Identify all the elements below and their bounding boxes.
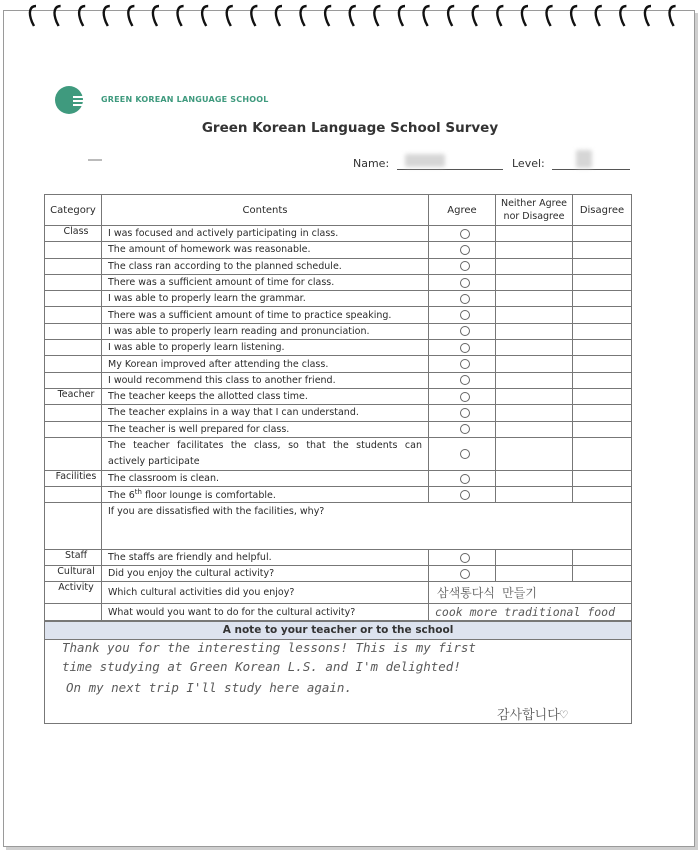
binding-ring	[104, 6, 110, 26]
staff-row: The staffs are friendly and helpful.	[102, 550, 429, 566]
category-staff: Staff	[45, 550, 102, 566]
binding-ring	[325, 6, 331, 26]
agree-cell[interactable]	[429, 405, 496, 421]
disagree-cell[interactable]	[573, 487, 632, 503]
survey-statement: The teacher explains in a way that I can understand.	[102, 405, 429, 421]
circle-mark	[460, 310, 470, 320]
neither-cell[interactable]	[496, 242, 573, 258]
agree-cell[interactable]	[429, 487, 496, 503]
category-class: Class	[45, 226, 102, 242]
binding-ring	[276, 6, 282, 26]
table-row	[45, 388, 632, 404]
logo-text: GREEN KOREAN LANGUAGE SCHOOL	[101, 95, 269, 104]
header-agree: Agree	[429, 195, 496, 226]
agree-cell[interactable]	[429, 340, 496, 356]
disagree-cell[interactable]	[573, 258, 632, 274]
header-contents: Contents	[102, 195, 429, 226]
survey-statement: There was a sufficient amount of time to practice speaking.	[102, 307, 429, 323]
table-row	[45, 421, 632, 437]
category-cell	[45, 291, 102, 307]
table-row	[45, 566, 632, 582]
agree-cell[interactable]	[429, 388, 496, 404]
disagree-cell[interactable]	[573, 470, 632, 486]
agree-cell[interactable]	[429, 242, 496, 258]
category-cell	[45, 258, 102, 274]
spiral-binding	[0, 0, 700, 30]
category-cell	[45, 372, 102, 388]
category-cultural: Cultural	[45, 566, 102, 582]
binding-ring	[596, 6, 602, 26]
binding-ring	[670, 6, 676, 26]
survey-statement: I was able to properly learn listening.	[102, 340, 429, 356]
disagree-cell[interactable]	[573, 340, 632, 356]
table-row	[45, 372, 632, 388]
binding-ring	[301, 6, 307, 26]
table-row	[45, 437, 632, 470]
disagree-cell[interactable]	[573, 372, 632, 388]
neither-cell[interactable]	[496, 470, 573, 486]
disagree-cell[interactable]	[573, 242, 632, 258]
binding-ring	[547, 6, 553, 26]
logo-stripe	[73, 96, 93, 98]
category-cell	[45, 307, 102, 323]
binding-ring	[30, 6, 36, 26]
binding-ring	[79, 6, 85, 26]
circle-mark	[460, 278, 470, 288]
note-line-3: On my next trip I'll study here again.	[66, 680, 352, 695]
category-teacher: Teacher	[45, 388, 102, 404]
circle-mark	[460, 408, 470, 418]
binding-ring	[128, 6, 134, 26]
agree-cell[interactable]	[429, 323, 496, 339]
level-underline	[552, 158, 630, 170]
binding-ring	[448, 6, 454, 26]
table-row	[45, 604, 632, 621]
binding-ring	[374, 6, 380, 26]
table-row	[45, 582, 632, 604]
neither-cell[interactable]	[496, 340, 573, 356]
circle-mark	[460, 375, 470, 385]
agree-cell[interactable]	[429, 226, 496, 242]
table-row	[45, 242, 632, 258]
neither-cell[interactable]	[496, 566, 573, 582]
table-row	[45, 307, 632, 323]
category-activity: Activity	[45, 582, 102, 604]
binding-ring	[399, 6, 405, 26]
survey-statement: There was a sufficient amount of time for class.	[102, 274, 429, 290]
disagree-cell[interactable]	[573, 437, 632, 470]
survey-statement: My Korean improved after attending the class.	[102, 356, 429, 372]
redacted-name	[405, 154, 445, 167]
survey-statement: The classroom is clean.	[102, 470, 429, 486]
cultural-want-answer[interactable]: cook more traditional food	[429, 604, 632, 621]
table-row	[45, 487, 632, 503]
redacted-level	[576, 150, 592, 168]
neither-cell[interactable]	[496, 291, 573, 307]
circle-mark	[460, 449, 470, 459]
agree-cell[interactable]	[429, 470, 496, 486]
binding-ring	[522, 6, 528, 26]
cultural-section	[45, 566, 632, 621]
facilities-section	[45, 470, 632, 550]
disagree-cell[interactable]	[573, 388, 632, 404]
agree-cell[interactable]	[429, 291, 496, 307]
teacher-section	[45, 388, 632, 470]
category-cell	[45, 405, 102, 421]
binding-ring	[473, 6, 479, 26]
table-row	[45, 291, 632, 307]
class-section	[45, 226, 632, 389]
disagree-cell[interactable]	[573, 421, 632, 437]
note-header: A note to your teacher or to the school	[44, 621, 632, 640]
circle-mark	[460, 392, 470, 402]
cultural-enjoy-row: Did you enjoy the cultural activity?	[102, 566, 429, 582]
category-cell	[45, 274, 102, 290]
table-row	[45, 258, 632, 274]
disagree-cell[interactable]	[573, 291, 632, 307]
binding-ring	[424, 6, 430, 26]
level-field	[512, 157, 630, 170]
logo-stripe	[73, 100, 97, 102]
survey-statement: I would recommend this class to another friend.	[102, 372, 429, 388]
disagree-cell[interactable]	[573, 226, 632, 242]
name-underline	[397, 158, 503, 170]
category-cell	[45, 437, 102, 470]
table-row	[45, 550, 632, 566]
disagree-cell[interactable]	[573, 323, 632, 339]
circle-mark	[460, 326, 470, 336]
survey-statement: The 6th floor lounge is comfortable.	[102, 487, 429, 503]
header-disagree: Disagree	[573, 195, 632, 226]
binding-ring	[620, 6, 626, 26]
header-neither: Neither Agree nor Disagree	[496, 195, 573, 226]
survey-statement-line: The teacher facilitates the class, so that the students can	[108, 439, 422, 451]
category-cell	[45, 242, 102, 258]
table-row	[45, 226, 632, 242]
neither-cell[interactable]	[496, 388, 573, 404]
survey-statement: The class ran according to the planned schedule.	[102, 258, 429, 274]
circle-mark	[460, 474, 470, 484]
category-cell	[45, 340, 102, 356]
cultural-which-answer[interactable]: 삼색통다식 만들기	[429, 582, 632, 604]
disagree-cell[interactable]	[573, 405, 632, 421]
agree-cell[interactable]	[429, 566, 496, 582]
survey-statement: The teacher is well prepared for class.	[102, 421, 429, 437]
survey-statement: I was focused and actively participating in class.	[102, 226, 429, 242]
table-row	[45, 405, 632, 421]
agree-cell[interactable]	[429, 372, 496, 388]
binding-ring	[645, 6, 651, 26]
agree-cell[interactable]	[429, 356, 496, 372]
circle-mark	[460, 490, 470, 500]
agree-cell[interactable]	[429, 437, 496, 470]
survey-statement: The amount of homework was reasonable.	[102, 242, 429, 258]
category-empty	[45, 604, 102, 621]
circle-mark	[460, 229, 470, 239]
disagree-cell[interactable]	[573, 356, 632, 372]
binding-ring	[350, 6, 356, 26]
neither-cell[interactable]	[496, 323, 573, 339]
agree-cell[interactable]	[429, 421, 496, 437]
survey-title: Green Korean Language School Survey	[201, 120, 499, 136]
neither-cell[interactable]	[496, 550, 573, 566]
note-line-1: Thank you for the interesting lessons! This is my first	[62, 640, 476, 655]
note-signoff: 감사합니다♡	[497, 708, 568, 723]
survey-statement: I was able to properly learn reading and pronunciation.	[102, 323, 429, 339]
note-line-2: time studying at Green Korean L.S. and I'm delighted!	[62, 659, 461, 674]
name-field	[353, 157, 503, 170]
circle-mark	[460, 569, 470, 579]
binding-ring	[497, 6, 503, 26]
facilities-question[interactable]: If you are dissatisfied with the facilities, why?	[102, 503, 632, 550]
cultural-want-row: What would you want to do for the cultural activity?	[102, 604, 429, 621]
agree-cell[interactable]	[429, 258, 496, 274]
circle-mark	[460, 424, 470, 434]
table-header-row	[45, 195, 632, 226]
category-cell	[45, 503, 102, 550]
circle-mark	[460, 553, 470, 563]
binding-ring	[227, 6, 233, 26]
disagree-cell[interactable]	[573, 274, 632, 290]
survey-statement: The teacher keeps the allotted class time.	[102, 388, 429, 404]
binding-ring	[571, 6, 577, 26]
category-cell	[45, 487, 102, 503]
neither-cell[interactable]	[496, 226, 573, 242]
survey-statement	[102, 437, 429, 470]
binding-ring	[55, 6, 61, 26]
table-row	[45, 470, 632, 486]
name-label: Name:	[353, 157, 390, 170]
disagree-cell[interactable]	[573, 307, 632, 323]
survey-table	[44, 194, 632, 621]
neither-cell[interactable]	[496, 274, 573, 290]
agree-cell[interactable]	[429, 274, 496, 290]
header-category: Category	[45, 195, 102, 226]
circle-mark	[460, 261, 470, 271]
neither-cell[interactable]	[496, 421, 573, 437]
neither-cell[interactable]	[496, 258, 573, 274]
neither-cell[interactable]	[496, 405, 573, 421]
table-row	[45, 356, 632, 372]
survey-statement-line: actively participate	[108, 455, 200, 467]
circle-mark	[460, 359, 470, 369]
category-facilities: Facilities	[45, 470, 102, 486]
scan-mark	[88, 159, 102, 161]
neither-cell[interactable]	[496, 487, 573, 503]
disagree-cell[interactable]	[573, 550, 632, 566]
table-row	[45, 503, 632, 550]
neither-cell[interactable]	[496, 437, 573, 470]
staff-section	[45, 550, 632, 566]
agree-cell[interactable]	[429, 550, 496, 566]
disagree-cell[interactable]	[573, 566, 632, 582]
category-cell	[45, 421, 102, 437]
category-cell	[45, 323, 102, 339]
table-row	[45, 323, 632, 339]
survey-statement: I was able to properly learn the grammar.	[102, 291, 429, 307]
category-cell	[45, 356, 102, 372]
table-row	[45, 274, 632, 290]
logo-stripe	[73, 104, 93, 106]
neither-cell[interactable]	[496, 372, 573, 388]
neither-cell[interactable]	[496, 356, 573, 372]
binding-ring	[153, 6, 159, 26]
binding-ring	[251, 6, 257, 26]
table-row	[45, 340, 632, 356]
circle-mark	[460, 343, 470, 353]
binding-ring	[178, 6, 184, 26]
circle-mark	[460, 294, 470, 304]
agree-cell[interactable]	[429, 307, 496, 323]
cultural-which-row: Which cultural activities did you enjoy?	[102, 582, 429, 604]
level-label: Level:	[512, 157, 545, 170]
neither-cell[interactable]	[496, 307, 573, 323]
binding-ring	[202, 6, 208, 26]
circle-mark	[460, 245, 470, 255]
